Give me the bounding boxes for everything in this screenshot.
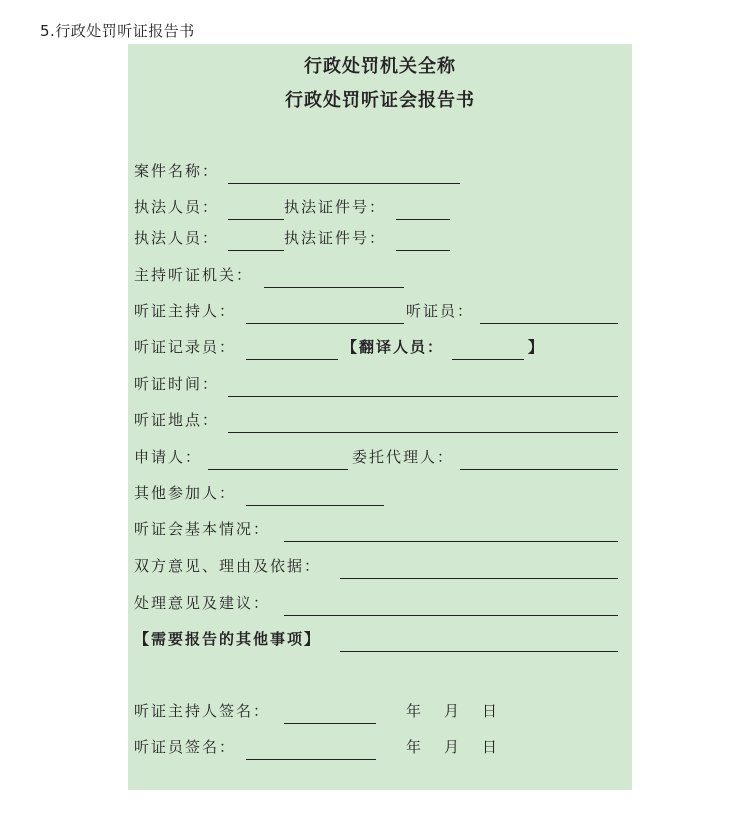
case-name-label: 案件名称： bbox=[134, 162, 220, 180]
translator-label: 【翻译人员： bbox=[342, 338, 445, 356]
form-title-org: 行政处罚机关全称 bbox=[304, 56, 456, 77]
sign-host-year: 年 bbox=[406, 702, 424, 720]
sign-officer-day: 日 bbox=[482, 738, 500, 756]
cert-1-label: 执法证件号： bbox=[284, 198, 387, 216]
host-org-field[interactable] bbox=[264, 286, 404, 288]
cert-2-field[interactable] bbox=[396, 249, 450, 251]
opinions-field[interactable] bbox=[340, 577, 618, 579]
others-field[interactable] bbox=[246, 504, 384, 506]
translator-field[interactable] bbox=[452, 358, 524, 360]
host-field[interactable] bbox=[246, 322, 404, 324]
sign-officer-year: 年 bbox=[406, 738, 424, 756]
case-name-field[interactable] bbox=[228, 182, 460, 184]
time-label: 听证时间： bbox=[134, 375, 220, 393]
officer-2-field[interactable] bbox=[228, 249, 284, 251]
sign-host-day: 日 bbox=[482, 702, 500, 720]
agent-field[interactable] bbox=[460, 468, 618, 470]
basic-label: 听证会基本情况： bbox=[134, 520, 271, 538]
sign-host-label: 听证主持人签名： bbox=[134, 702, 271, 720]
applicant-field[interactable] bbox=[208, 468, 348, 470]
handling-label: 处理意见及建议： bbox=[134, 594, 271, 612]
place-label: 听证地点： bbox=[134, 411, 220, 429]
cert-1-field[interactable] bbox=[396, 218, 450, 220]
host-org-label: 主持听证机关： bbox=[134, 266, 254, 284]
place-field[interactable] bbox=[228, 431, 618, 433]
others-label: 其他参加人： bbox=[134, 484, 237, 502]
sign-officer-field[interactable] bbox=[246, 758, 376, 760]
other-matters-label: 【需要报告的其他事项】 bbox=[134, 630, 322, 648]
section-heading: 5.行政处罚听证报告书 bbox=[40, 22, 195, 40]
basic-field[interactable] bbox=[284, 540, 618, 542]
time-field[interactable] bbox=[228, 395, 618, 397]
agent-label: 委托代理人： bbox=[352, 448, 455, 466]
officer-1-field[interactable] bbox=[228, 218, 284, 220]
officer-1-label: 执法人员： bbox=[134, 198, 220, 216]
handling-field[interactable] bbox=[284, 614, 618, 616]
recorder-field[interactable] bbox=[246, 358, 338, 360]
opinions-label: 双方意见、理由及依据： bbox=[134, 557, 322, 575]
sign-host-field[interactable] bbox=[284, 722, 376, 724]
other-matters-field[interactable] bbox=[340, 650, 618, 652]
form-title-report: 行政处罚听证会报告书 bbox=[285, 90, 475, 111]
recorder-label: 听证记录员： bbox=[134, 338, 237, 356]
translator-bracket: 】 bbox=[528, 338, 546, 356]
report-form bbox=[128, 44, 632, 790]
hearing-officer-field[interactable] bbox=[480, 322, 618, 324]
sign-officer-month: 月 bbox=[444, 738, 462, 756]
officer-2-label: 执法人员： bbox=[134, 229, 220, 247]
applicant-label: 申请人： bbox=[134, 448, 203, 466]
sign-officer-label: 听证员签名： bbox=[134, 738, 237, 756]
cert-2-label: 执法证件号： bbox=[284, 229, 387, 247]
sign-host-month: 月 bbox=[444, 702, 462, 720]
host-label: 听证主持人： bbox=[134, 302, 237, 320]
hearing-officer-label: 听证员： bbox=[406, 302, 475, 320]
